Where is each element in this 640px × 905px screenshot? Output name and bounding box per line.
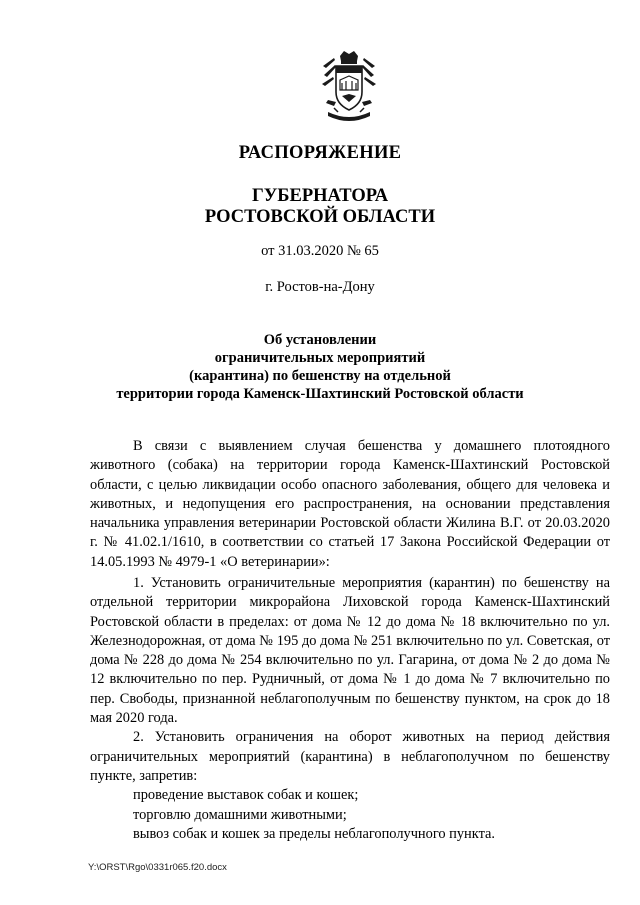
document-type-title: РАСПОРЯЖЕНИЕ: [238, 143, 402, 163]
coat-of-arms-emblem: [320, 50, 378, 124]
document-date-number: от 31.03.2020 № 65: [261, 243, 379, 259]
prohibition-item: торговлю домашними животными;: [133, 806, 347, 823]
preamble-block: [90, 437, 610, 572]
order-item-2: 2. Установить ограничения на оборот животных на период действия ограничительных мероприятий (карантина) в неблагополучном по бешенству пункте, запретив:: [90, 729, 610, 784]
subject-line: (карантина) по бешенству на отдельной: [189, 368, 451, 384]
order-item-1: 1. Установить ограничительные мероприятия (карантин) по бешенству на отдельной территории микрорайона Лиховской города Каменск-Шахтинский Ростовской области в пределах: от дома № 12 до дома № 18 включительно по ул. Железнодорожная, от дома № 195 до дома № 251 включительно по ул. Советская, от дома № 228 до дома № 254 включительно по ул. Гагарина, от дома № 2 до дома № 12 включительно по пер. Рудничный, от дома № 1 до дома № 7 включительно по пер. Свободы, признанной неблагополучным по бешенству пунктом, на срок до 18 мая 2020 года.: [90, 575, 610, 727]
subject-line: территории города Каменск-Шахтинский Ростовской области: [116, 386, 524, 402]
document-place: г. Ростов-на-Дону: [265, 279, 375, 295]
file-path-footer: Y:\ORST\Rgo\0331r065.f20.docx: [88, 862, 227, 873]
document-subject: [0, 331, 640, 403]
coat-of-arms-icon: [320, 50, 378, 124]
issuer-title-line1: ГУБЕРНАТОРА: [251, 186, 389, 206]
order-items-block: [90, 574, 610, 844]
prohibition-item: проведение выставок собак и кошек;: [133, 787, 359, 804]
preamble-paragraph: В связи с выявлением случая бешенства у домашнего плотоядного животного (собака) на территории города Каменск-Шахтинский Ростовской области, с целью ликвидации особо опасного заболевания, общего для человека и животных, и недопущения его распространения, на основании представления начальника управления ветеринарии Ростовской области Жилина В.Г. от 20.03.2020 г. № 41.02.1/1610, в соответствии со статьей 17 Закона Российской Федерации от 14.05.1993 № 4979-1 «О ветеринарии»:: [90, 438, 610, 570]
subject-line: ограничительных мероприятий: [214, 350, 426, 366]
prohibition-item: вывоз собак и кошек за пределы неблагополучного пункта.: [133, 825, 496, 842]
issuer-title-line2: РОСТОВСКОЙ ОБЛАСТИ: [204, 207, 436, 227]
subject-line: Об установлении: [263, 332, 377, 348]
